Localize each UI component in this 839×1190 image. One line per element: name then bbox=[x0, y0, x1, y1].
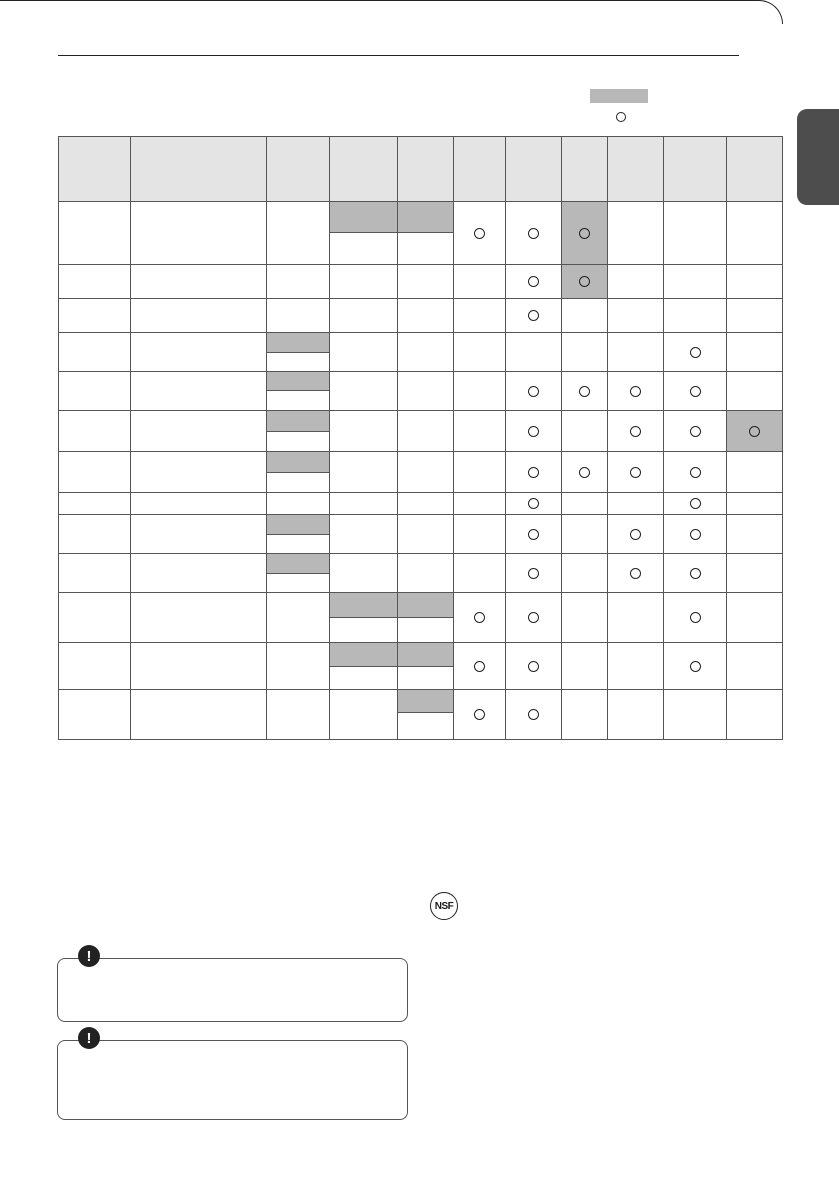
certified-circle-icon bbox=[579, 467, 590, 478]
caution-icon: ! bbox=[78, 945, 100, 967]
table-header-row bbox=[58, 136, 782, 201]
certified-circle-icon bbox=[630, 386, 641, 397]
note-box-2 bbox=[57, 1040, 408, 1120]
table-top-rule bbox=[58, 136, 783, 137]
table-column-rule bbox=[130, 136, 131, 739]
table-column-rule bbox=[329, 136, 330, 739]
note-box-1 bbox=[57, 958, 408, 1022]
caution-icon: ! bbox=[78, 1027, 100, 1049]
table-split-rule bbox=[266, 390, 330, 391]
highlighted-sub-cell bbox=[329, 642, 397, 666]
certified-circle-icon bbox=[528, 612, 539, 623]
nsf-logo-icon bbox=[430, 892, 458, 920]
page-top-border bbox=[0, 0, 783, 24]
table-row-rule bbox=[58, 514, 783, 515]
table-row-rule bbox=[58, 410, 783, 411]
certified-circle-icon bbox=[579, 228, 590, 239]
note-rule-2 bbox=[162, 1040, 362, 1041]
certified-circle-icon bbox=[690, 386, 701, 397]
certified-circle-icon bbox=[528, 276, 539, 287]
table-column-rule bbox=[453, 136, 454, 739]
table-column-rule bbox=[266, 136, 267, 739]
table-row-rule bbox=[58, 451, 783, 452]
table-column-rule bbox=[782, 136, 783, 739]
certified-circle-icon bbox=[630, 426, 641, 437]
certified-circle-icon bbox=[528, 228, 539, 239]
note-rule-1 bbox=[162, 958, 362, 959]
certified-circle-icon bbox=[474, 661, 485, 672]
table-column-rule bbox=[397, 136, 398, 739]
highlighted-sub-cell bbox=[329, 201, 397, 232]
certified-circle-icon bbox=[690, 529, 701, 540]
table-split-rule bbox=[266, 472, 330, 473]
table-row-rule bbox=[58, 592, 783, 593]
certified-circle-icon bbox=[690, 661, 701, 672]
table-column-rule bbox=[607, 136, 608, 739]
certified-circle-icon bbox=[690, 426, 701, 437]
certified-circle-icon bbox=[749, 426, 760, 437]
certified-circle-icon bbox=[474, 709, 485, 720]
highlighted-sub-cell bbox=[266, 332, 329, 352]
certified-circle-icon bbox=[630, 529, 641, 540]
table-row-rule bbox=[58, 332, 783, 333]
nsf-logo-text: NSF bbox=[434, 900, 454, 912]
table-split-rule bbox=[266, 534, 330, 535]
table-split-rule bbox=[329, 617, 398, 618]
certified-circle-icon bbox=[579, 276, 590, 287]
table-row-rule bbox=[58, 642, 783, 643]
certified-circle-icon bbox=[528, 529, 539, 540]
highlighted-sub-cell bbox=[397, 642, 453, 666]
certified-circle-icon bbox=[690, 612, 701, 623]
certified-circle-icon bbox=[690, 347, 701, 358]
certified-circle-icon bbox=[630, 568, 641, 579]
highlighted-sub-cell bbox=[397, 201, 453, 232]
table-column-rule bbox=[58, 136, 59, 739]
section-side-tab[interactable] bbox=[797, 109, 839, 205]
highlighted-sub-cell bbox=[266, 371, 329, 390]
table-column-rule bbox=[505, 136, 506, 739]
table-split-rule bbox=[397, 617, 454, 618]
table-split-rule bbox=[266, 352, 330, 353]
certified-circle-icon bbox=[690, 568, 701, 579]
table-row-rule bbox=[58, 298, 783, 299]
table-split-rule bbox=[397, 232, 454, 233]
highlighted-sub-cell bbox=[266, 514, 329, 534]
table-row-rule bbox=[58, 553, 783, 554]
certified-circle-icon bbox=[579, 386, 590, 397]
table-row-rule bbox=[58, 739, 783, 740]
certified-circle-icon bbox=[528, 426, 539, 437]
certified-circle-icon bbox=[690, 467, 701, 478]
table-column-rule bbox=[561, 136, 562, 739]
highlighted-sub-cell bbox=[397, 689, 453, 712]
highlighted-sub-cell bbox=[266, 410, 329, 431]
highlighted-sub-cell bbox=[329, 592, 397, 617]
certified-circle-icon bbox=[528, 310, 539, 321]
table-column-rule bbox=[726, 136, 727, 739]
certified-circle-icon bbox=[528, 498, 539, 509]
highlighted-sub-cell bbox=[397, 592, 453, 617]
certified-circle-icon bbox=[474, 228, 485, 239]
table-split-rule bbox=[329, 666, 398, 667]
table-split-rule bbox=[329, 232, 398, 233]
certified-circle-icon bbox=[474, 612, 485, 623]
certified-circle-icon bbox=[630, 467, 641, 478]
table-row-rule bbox=[58, 264, 783, 265]
certified-circle-icon bbox=[528, 386, 539, 397]
table-header-rule bbox=[58, 201, 783, 202]
certified-circle-icon bbox=[528, 467, 539, 478]
table-row-rule bbox=[58, 492, 783, 493]
table-split-rule bbox=[266, 431, 330, 432]
header-rule bbox=[58, 55, 739, 56]
table-row-rule bbox=[58, 371, 783, 372]
table-split-rule bbox=[397, 666, 454, 667]
table-split-rule bbox=[266, 573, 330, 574]
legend-highlight-swatch bbox=[590, 89, 648, 103]
certified-circle-icon bbox=[690, 498, 701, 509]
certified-circle-icon bbox=[528, 709, 539, 720]
certified-circle-icon bbox=[528, 661, 539, 672]
table-column-rule bbox=[663, 136, 664, 739]
certified-circle-icon bbox=[528, 568, 539, 579]
highlighted-sub-cell bbox=[266, 553, 329, 573]
table-split-rule bbox=[397, 712, 454, 713]
highlighted-sub-cell bbox=[266, 451, 329, 472]
legend-circle-icon bbox=[616, 112, 626, 122]
table-row-rule bbox=[58, 689, 783, 690]
